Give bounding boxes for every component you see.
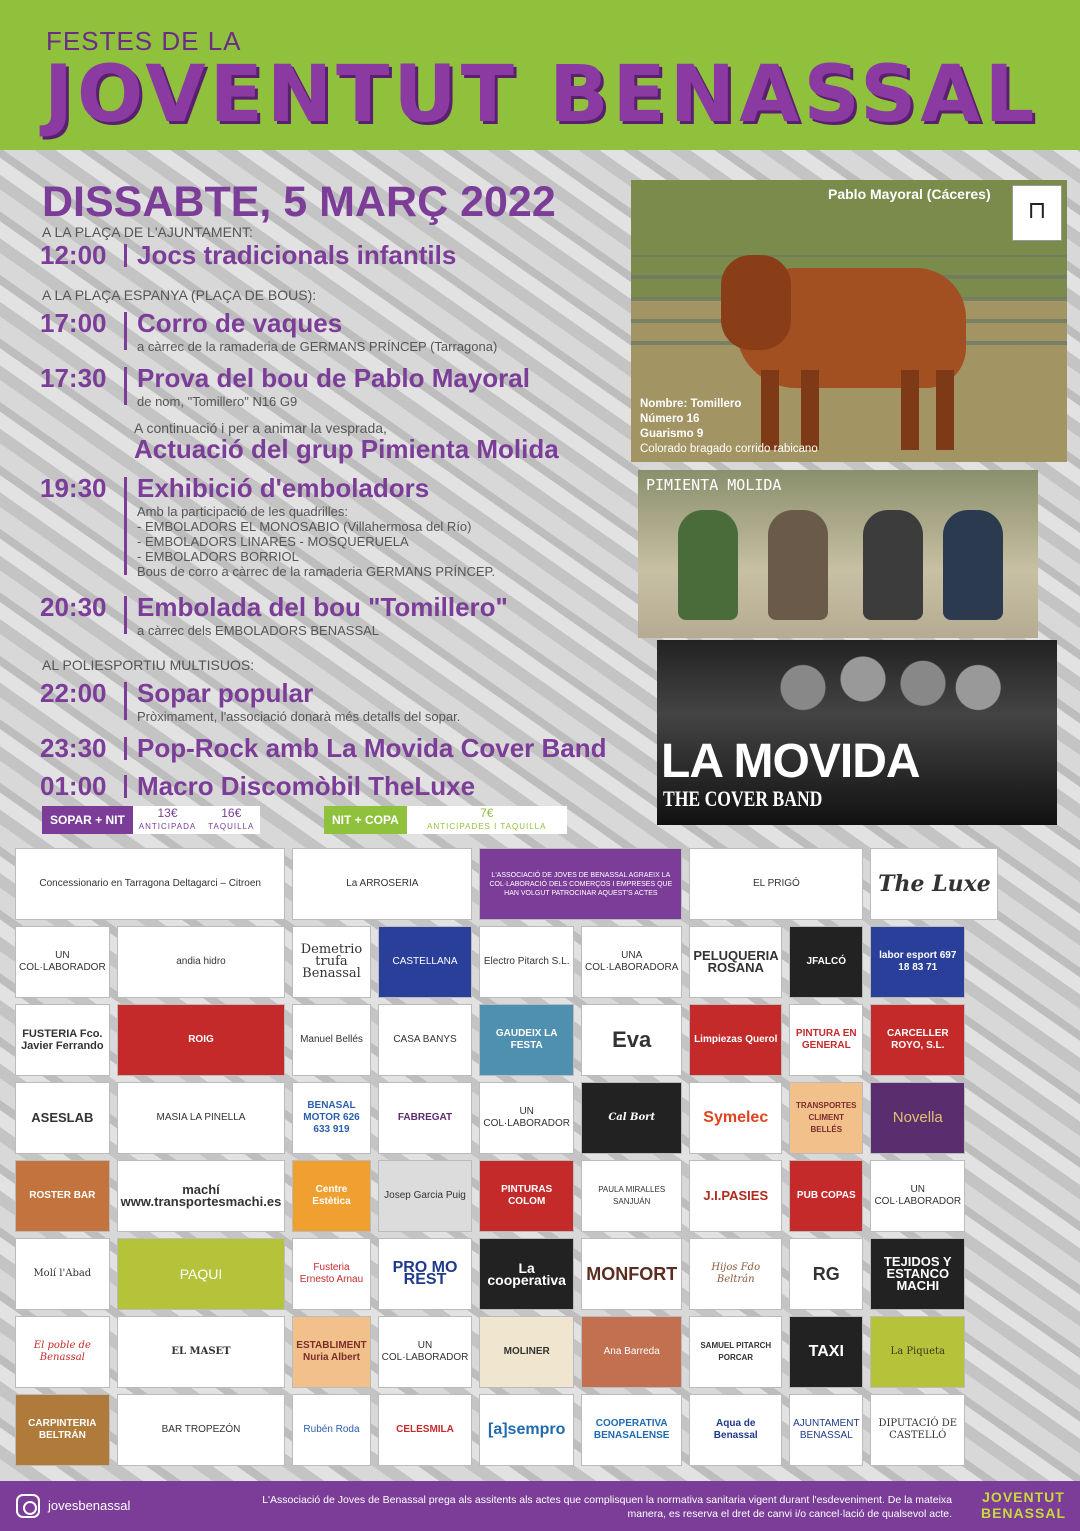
header-banner (0, 0, 1080, 150)
sponsor-logo: PINTURA EN GENERAL (789, 1004, 863, 1076)
price-key: NIT + COPA (324, 806, 407, 834)
sponsor-logo: CARCELLER ROYO, S.L. (870, 1004, 965, 1076)
sponsor-logo: andia hidro (117, 926, 286, 998)
instagram-handle[interactable]: jovesbenassal (48, 1498, 131, 1513)
la-movida-photo (657, 640, 1057, 825)
event-row (40, 240, 456, 271)
sponsor-logo: machí www.transportesmachi.es (117, 1160, 286, 1232)
event-row (40, 771, 475, 802)
sponsor-logo: Aqua de Benassal (689, 1394, 782, 1466)
event-time: 17:00 (40, 308, 107, 338)
event-time: 19:30 (40, 473, 107, 503)
sponsor-logo: ESTABLIMENT Nuria Albert (292, 1316, 370, 1388)
intro-title: Actuació del grup Pimienta Molida (134, 434, 559, 464)
sponsor-logo: Rubén Roda (292, 1394, 370, 1466)
sponsor-logo: Electro Pitarch S.L. (479, 926, 574, 998)
bull-caption: Pablo Mayoral (Cáceres) (828, 186, 991, 202)
event-row (40, 592, 508, 638)
event-row (40, 473, 495, 579)
price-box-nit (324, 806, 567, 834)
instagram-icon[interactable] (16, 1494, 40, 1518)
sponsor-logo: The Luxe (870, 848, 998, 920)
sponsor-logo: FABREGAT (378, 1082, 473, 1154)
event-sub: a càrrec dels EMBOLADORS BENASSAL (137, 623, 380, 638)
event-row (40, 308, 497, 354)
sponsor-logo: DIPUTACIÓ DE CASTELLÓ (870, 1394, 965, 1466)
sponsor-logo: Hijos Fdo Beltrán (689, 1238, 782, 1310)
sponsor-logo: UNA COL·LABORADORA (581, 926, 682, 998)
event-line: Bous de corro a càrrec de la ramaderia GERMANS PRÍNCEP. (137, 564, 496, 579)
event-title: Corro de vaques (137, 308, 343, 338)
sponsor-logo: ROSTER BAR (15, 1160, 110, 1232)
bull-leg (936, 370, 954, 450)
sponsor-logo: PINTURAS COLOM (479, 1160, 574, 1232)
event-time: 17:30 (40, 363, 107, 393)
header-title: JOVENTUT BENASSAL (44, 50, 1039, 140)
sponsor-logo: SAMUEL PITARCH PORCAR (689, 1316, 782, 1388)
event-line: - EMBOLADORS LINARES - MOSQUERUELA (137, 534, 409, 549)
movida-title: LA MOVIDA (661, 735, 920, 788)
sponsor-logo: [a]sempro (479, 1394, 574, 1466)
footer-note: L'Associació de Joves de Benassal prega als assitents als actes que complisquen la normativa sanitaria vigent durant l'esdeveniment. De la mateixa manera, es reserva el dret de canvi i/o cancel·lació de qualsevol acte. (262, 1494, 952, 1520)
section-label: A LA PLAÇA DE L'AJUNTAMENT: (42, 224, 253, 240)
sponsor-logo: PAULA MIRALLES SANJUÁN (581, 1160, 682, 1232)
sponsor-logo: PELUQUERIA ROSANA (689, 926, 782, 998)
sponsor-logo: EL PRIGÓ (689, 848, 863, 920)
sponsor-logo: ROIG (117, 1004, 286, 1076)
bull-leg (901, 370, 919, 450)
sponsor-logo: Eva (581, 1004, 682, 1076)
event-line: - EMBOLADORS EL MONOSABIO (Villahermosa del Río) (137, 519, 472, 534)
section-label: AL POLIESPORTIU MULTISUOS: (42, 657, 255, 673)
sponsor-logo: PRO MO REST (378, 1238, 473, 1310)
event-title: Sopar popular (137, 678, 314, 708)
price-key: SOPAR + NIT (42, 806, 133, 834)
sponsor-logo: COOPERATIVA BENASALENSE (581, 1394, 682, 1466)
event-time: 20:30 (40, 592, 107, 622)
musician (768, 510, 828, 620)
sponsor-logo: RG (789, 1238, 863, 1310)
sponsor-logo: CASTELLANA (378, 926, 473, 998)
event-title: Prova del bou de Pablo Mayoral (137, 363, 530, 393)
event-sub: Amb la participació de les quadrilles: (137, 504, 348, 519)
bull-photo (631, 180, 1067, 462)
intro-text: A continuació i per a animar la vesprada, (134, 420, 387, 436)
sponsor-logo: Josep Garcia Puig (378, 1160, 473, 1232)
header-pretitle: FESTES DE LA (46, 26, 242, 56)
sponsor-logo: Molí l'Abad (15, 1238, 110, 1310)
price-anticipada: 13€ ANTICIPADA (133, 806, 202, 834)
price-box-sopar (42, 806, 260, 834)
pm-logo-icon: ⊓ (1012, 185, 1062, 241)
bull-info: Nombre: Tomillero Número 16 Guarismo 9 Colorado bragado corrido rabicano (640, 398, 818, 455)
event-line: - EMBOLADORS BORRIOL (137, 549, 299, 564)
movida-subtitle: THE COVER BAND (663, 786, 823, 811)
price-taquilla: 16€ TAQUILLA (202, 806, 260, 834)
sponsor-logo: ASESLAB (15, 1082, 110, 1154)
event-sub: Pròximament, l'associació donarà més detalls del sopar. (137, 709, 461, 724)
musician (678, 510, 738, 620)
sponsor-logo: Symelec (689, 1082, 782, 1154)
sponsor-logo: EL MASET (117, 1316, 286, 1388)
bull-head (721, 255, 791, 350)
sponsor-logo: GAUDEIX LA FESTA (479, 1004, 574, 1076)
pimienta-label: PIMIENTA MOLIDA (646, 476, 782, 494)
event-time: 12:00 (40, 240, 107, 270)
event-sub: de nom, "Tomillero" N16 G9 (137, 394, 298, 409)
sponsor-logo: UN COL·LABORADOR (870, 1160, 965, 1232)
sponsors-grid (15, 848, 1065, 1466)
sponsor-logo: CELESMILA (378, 1394, 473, 1466)
event-row (40, 363, 530, 409)
event-row (40, 733, 607, 764)
sponsor-logo: Cal Bort (581, 1082, 682, 1154)
sponsor-logo: labor esport 697 18 83 71 (870, 926, 965, 998)
sponsor-logo: Concessionario en Tarragona Deltagarci – Citroen (15, 848, 285, 920)
sponsor-logo: TAXI (789, 1316, 863, 1388)
sponsor-logo: AJUNTAMENT BENASSAL (789, 1394, 863, 1466)
event-title: Macro Discomòbil TheLuxe (137, 771, 476, 801)
event-title: Embolada del bou "Tomillero" (137, 592, 508, 622)
pimienta-photo (638, 470, 1038, 638)
sponsor-logo: MONFORT (581, 1238, 682, 1310)
sponsor-logo: MASIA LA PINELLA (117, 1082, 286, 1154)
date-title: DISSABTE, 5 MARÇ 2022 (42, 178, 556, 226)
event-title: Exhibició d'emboladors (137, 473, 430, 503)
sponsor-logo: UN COL·LABORADOR (15, 926, 110, 998)
event-time: 23:30 (40, 733, 107, 763)
event-sub: a càrrec de la ramaderia de GERMANS PRÍNCEP (Tarragona) (137, 339, 498, 354)
sponsor-logo: Novella (870, 1082, 965, 1154)
footer-logo: JOVENTUT BENASSAL (980, 1489, 1066, 1521)
event-time: 22:00 (40, 678, 107, 708)
price-value: 7€ ANTICIPADES I TAQUILLA (407, 806, 567, 834)
sponsor-thanks: L'ASSOCIACIÓ DE JOVES DE BENASSAL AGRAEIX LA COL·LABORACIÓ DELS COMERÇOS I EMPRESES QUE HAN VOLGUT PATROCINAR AQUEST'S ACTES (479, 848, 682, 920)
sponsor-logo: MOLINER (479, 1316, 574, 1388)
sponsor-logo: Ana Barreda (581, 1316, 682, 1388)
sponsor-logo: BAR TROPEZÓN (117, 1394, 286, 1466)
sponsor-logo: JFALCÓ (789, 926, 863, 998)
sponsor-logo: El poble de Benassal (15, 1316, 110, 1388)
sponsor-logo: FUSTERIA Fco. Javier Ferrando (15, 1004, 110, 1076)
band-faces (767, 645, 1007, 730)
sponsor-logo: PAQUI (117, 1238, 286, 1310)
sponsor-logo: La cooperativa (479, 1238, 574, 1310)
sponsor-logo: BENASAL MOTOR 626 633 919 (292, 1082, 370, 1154)
event-time: 01:00 (40, 771, 107, 801)
sponsor-logo: J.I.PASIES (689, 1160, 782, 1232)
sponsor-logo: Fusteria Ernesto Arnau (292, 1238, 370, 1310)
sponsor-logo: CASA BANYS (378, 1004, 473, 1076)
sponsor-logo: La ARROSERIA (292, 848, 472, 920)
event-title: Pop-Rock amb La Movida Cover Band (137, 733, 607, 763)
sponsor-logo: Limpiezas Querol (689, 1004, 782, 1076)
musician (943, 510, 1003, 620)
sponsor-logo: TRANSPORTES CLIMENT BELLÉS (789, 1082, 863, 1154)
section-label: A LA PLAÇA ESPANYA (PLAÇA DE BOUS): (42, 287, 317, 303)
sponsor-logo: UN COL·LABORADOR (479, 1082, 574, 1154)
sponsor-logo: PUB COPAS (789, 1160, 863, 1232)
sponsor-logo: UN COL·LABORADOR (378, 1316, 473, 1388)
event-row (40, 678, 460, 724)
event-title: Jocs tradicionals infantils (137, 240, 457, 270)
sponsor-logo: Demetrio trufa Benassal (292, 926, 370, 998)
sponsor-logo: Manuel Bellés (292, 1004, 370, 1076)
footer (0, 1481, 1080, 1531)
sponsor-logo: CARPINTERIA BELTRÁN (15, 1394, 110, 1466)
sponsor-logo: TEJIDOS Y ESTANCO MACHI (870, 1238, 965, 1310)
musician (863, 510, 923, 620)
sponsor-logo: La Piqueta (870, 1316, 965, 1388)
sponsor-logo: Centre Estètica (292, 1160, 370, 1232)
